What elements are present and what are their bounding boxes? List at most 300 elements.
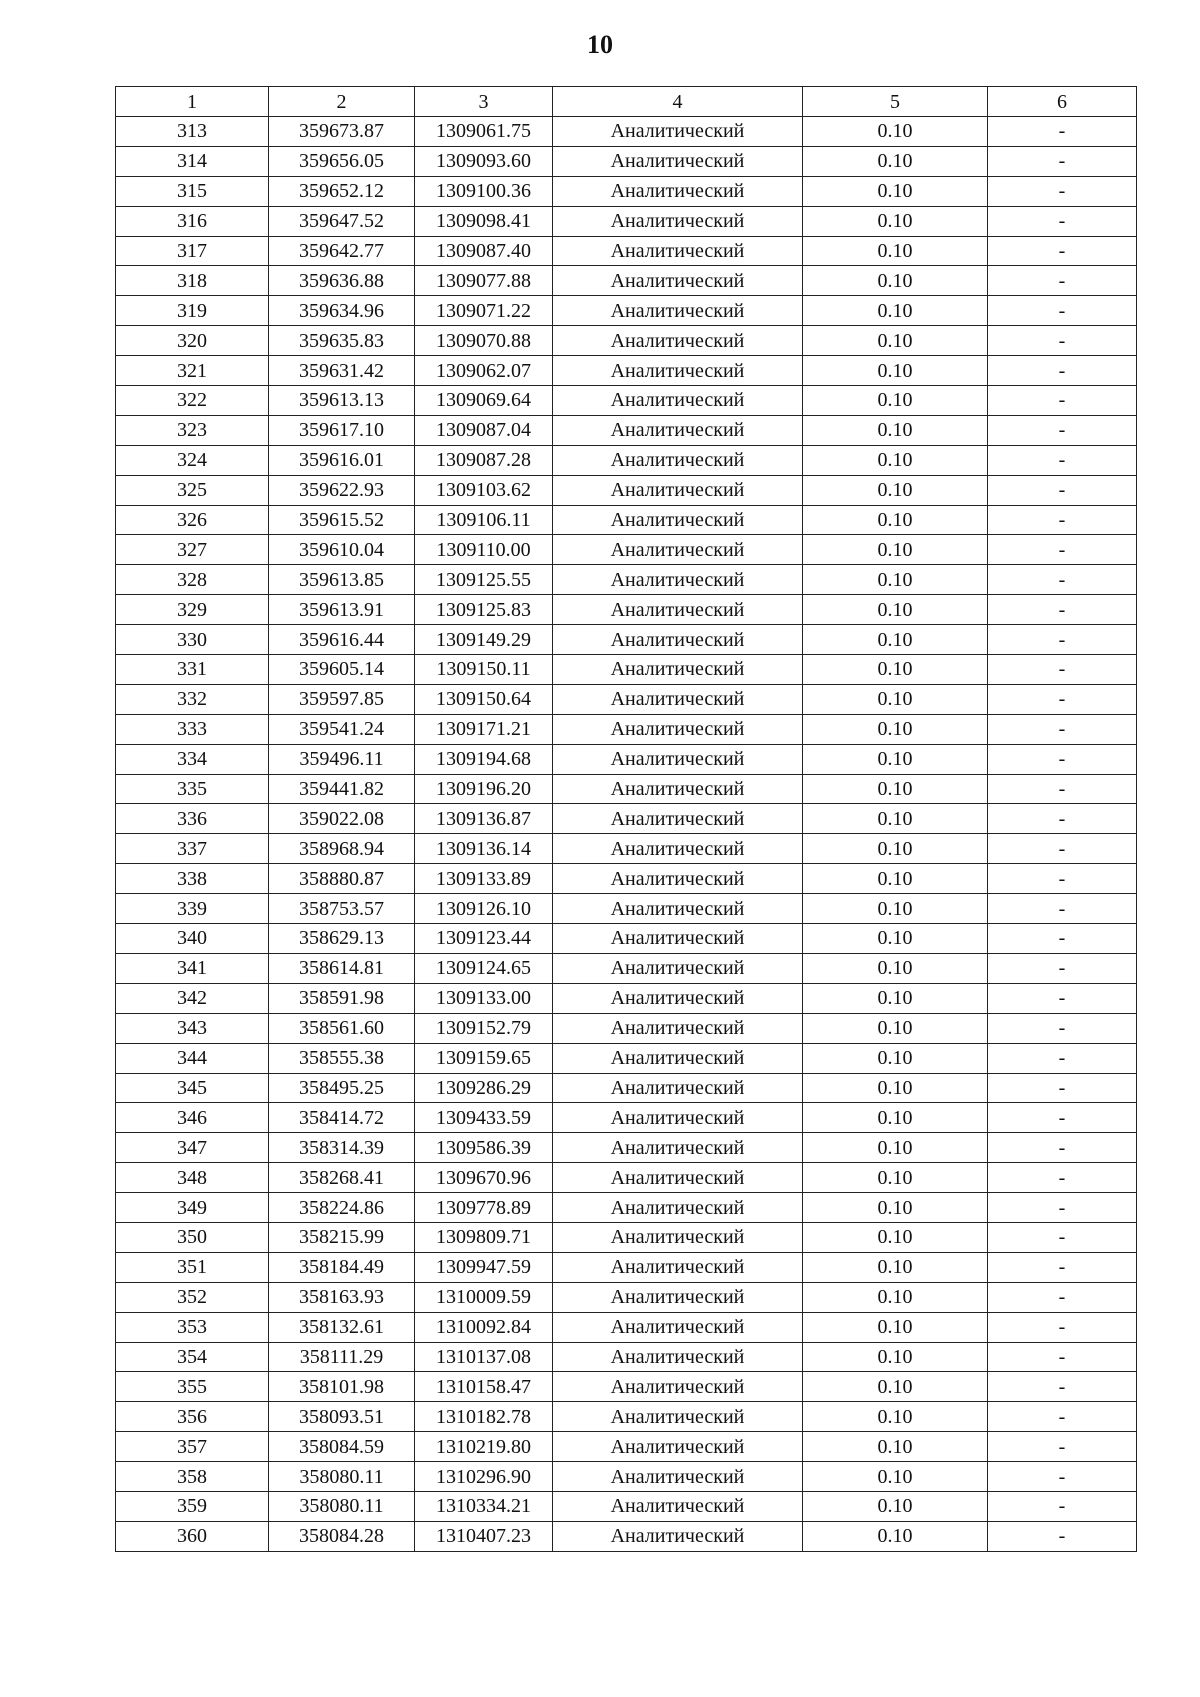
page-number: 10: [587, 30, 613, 59]
table-row: [116, 1222, 1137, 1252]
cell-note: -: [988, 714, 1137, 744]
cell-coord-x: 359496.11: [269, 744, 415, 774]
cell-method: Аналитический: [553, 326, 803, 356]
cell-note: -: [988, 176, 1137, 206]
cell-coord-y: 1309809.71: [415, 1222, 553, 1252]
cell-accuracy: 0.10: [803, 1133, 988, 1163]
cell-method: Аналитический: [553, 475, 803, 505]
cell-note: -: [988, 1013, 1137, 1043]
cell-accuracy: 0.10: [803, 356, 988, 386]
cell-point-number: 328: [116, 565, 269, 595]
cell-coord-y: 1310334.21: [415, 1491, 553, 1521]
table-row: [116, 924, 1137, 954]
cell-coord-y: 1309136.87: [415, 804, 553, 834]
cell-method: Аналитический: [553, 1103, 803, 1133]
cell-method: Аналитический: [553, 1073, 803, 1103]
cell-coord-x: 359613.85: [269, 565, 415, 595]
cell-point-number: 359: [116, 1491, 269, 1521]
cell-point-number: 332: [116, 684, 269, 714]
cell-point-number: 335: [116, 774, 269, 804]
cell-accuracy: 0.10: [803, 535, 988, 565]
cell-method: Аналитический: [553, 1193, 803, 1223]
cell-coord-y: 1310219.80: [415, 1432, 553, 1462]
cell-accuracy: 0.10: [803, 1282, 988, 1312]
cell-coord-x: 359635.83: [269, 326, 415, 356]
cell-point-number: 322: [116, 386, 269, 416]
table-row: [116, 1462, 1137, 1492]
cell-method: Аналитический: [553, 445, 803, 475]
table-row: [116, 1491, 1137, 1521]
cell-coord-x: 358184.49: [269, 1252, 415, 1282]
cell-note: -: [988, 774, 1137, 804]
cell-point-number: 355: [116, 1372, 269, 1402]
cell-coord-y: 1309093.60: [415, 146, 553, 176]
cell-accuracy: 0.10: [803, 1521, 988, 1551]
cell-accuracy: 0.10: [803, 1491, 988, 1521]
table-row: [116, 505, 1137, 535]
cell-method: Аналитический: [553, 1222, 803, 1252]
cell-accuracy: 0.10: [803, 565, 988, 595]
table-row: [116, 1432, 1137, 1462]
cell-point-number: 353: [116, 1312, 269, 1342]
cell-note: -: [988, 1193, 1137, 1223]
cell-note: -: [988, 1432, 1137, 1462]
table-row: [116, 894, 1137, 924]
cell-coord-y: 1309100.36: [415, 176, 553, 206]
table-row: [116, 774, 1137, 804]
cell-point-number: 338: [116, 864, 269, 894]
cell-point-number: 337: [116, 834, 269, 864]
cell-method: Аналитический: [553, 1462, 803, 1492]
cell-coord-y: 1309061.75: [415, 117, 553, 147]
cell-point-number: 342: [116, 983, 269, 1013]
cell-coord-y: 1310407.23: [415, 1521, 553, 1551]
cell-note: -: [988, 864, 1137, 894]
cell-note: -: [988, 266, 1137, 296]
cell-coord-x: 358093.51: [269, 1402, 415, 1432]
cell-coord-x: 358224.86: [269, 1193, 415, 1223]
table-row: [116, 983, 1137, 1013]
cell-method: Аналитический: [553, 356, 803, 386]
cell-note: -: [988, 535, 1137, 565]
table-row: [116, 714, 1137, 744]
cell-note: -: [988, 386, 1137, 416]
cell-accuracy: 0.10: [803, 1103, 988, 1133]
cell-coord-y: 1309077.88: [415, 266, 553, 296]
cell-method: Аналитический: [553, 924, 803, 954]
cell-note: -: [988, 894, 1137, 924]
cell-note: -: [988, 565, 1137, 595]
cell-accuracy: 0.10: [803, 864, 988, 894]
cell-coord-y: 1309103.62: [415, 475, 553, 505]
cell-point-number: 356: [116, 1402, 269, 1432]
table-row: [116, 744, 1137, 774]
table-row: [116, 386, 1137, 416]
cell-coord-y: 1309110.00: [415, 535, 553, 565]
cell-coord-y: 1309071.22: [415, 296, 553, 326]
cell-coord-x: 358561.60: [269, 1013, 415, 1043]
cell-coord-y: 1309124.65: [415, 953, 553, 983]
cell-method: Аналитический: [553, 774, 803, 804]
cell-coord-x: 358084.59: [269, 1432, 415, 1462]
cell-coord-x: 359636.88: [269, 266, 415, 296]
cell-note: -: [988, 1163, 1137, 1193]
cell-accuracy: 0.10: [803, 1342, 988, 1372]
cell-method: Аналитический: [553, 714, 803, 744]
cell-point-number: 326: [116, 505, 269, 535]
cell-point-number: 336: [116, 804, 269, 834]
cell-coord-x: 358268.41: [269, 1163, 415, 1193]
cell-accuracy: 0.10: [803, 1043, 988, 1073]
cell-method: Аналитический: [553, 1432, 803, 1462]
cell-accuracy: 0.10: [803, 475, 988, 505]
cell-accuracy: 0.10: [803, 445, 988, 475]
cell-accuracy: 0.10: [803, 595, 988, 625]
cell-coord-y: 1309286.29: [415, 1073, 553, 1103]
cell-coord-x: 359613.91: [269, 595, 415, 625]
cell-coord-y: 1309098.41: [415, 206, 553, 236]
table-row: [116, 1252, 1137, 1282]
cell-coord-x: 358555.38: [269, 1043, 415, 1073]
cell-method: Аналитический: [553, 983, 803, 1013]
cell-coord-y: 1309171.21: [415, 714, 553, 744]
cell-note: -: [988, 625, 1137, 655]
table-row: [116, 117, 1137, 147]
cell-accuracy: 0.10: [803, 206, 988, 236]
coordinates-table: [115, 86, 1137, 1552]
header-cell-3: 3: [415, 87, 553, 117]
cell-point-number: 344: [116, 1043, 269, 1073]
cell-point-number: 318: [116, 266, 269, 296]
cell-point-number: 346: [116, 1103, 269, 1133]
cell-coord-y: 1309123.44: [415, 924, 553, 954]
header-cell-2: 2: [269, 87, 415, 117]
cell-point-number: 340: [116, 924, 269, 954]
cell-method: Аналитический: [553, 1402, 803, 1432]
cell-point-number: 348: [116, 1163, 269, 1193]
cell-coord-x: 359022.08: [269, 804, 415, 834]
cell-coord-x: 359605.14: [269, 655, 415, 685]
cell-point-number: 354: [116, 1342, 269, 1372]
cell-point-number: 360: [116, 1521, 269, 1551]
cell-coord-x: 359610.04: [269, 535, 415, 565]
cell-coord-x: 358080.11: [269, 1462, 415, 1492]
table-row: [116, 1103, 1137, 1133]
table-row: [116, 176, 1137, 206]
table-body: [116, 117, 1137, 1552]
cell-coord-y: 1309670.96: [415, 1163, 553, 1193]
cell-note: -: [988, 983, 1137, 1013]
cell-coord-x: 359622.93: [269, 475, 415, 505]
cell-coord-x: 358163.93: [269, 1282, 415, 1312]
cell-method: Аналитический: [553, 1372, 803, 1402]
cell-point-number: 327: [116, 535, 269, 565]
cell-accuracy: 0.10: [803, 1073, 988, 1103]
cell-accuracy: 0.10: [803, 117, 988, 147]
cell-coord-x: 358314.39: [269, 1133, 415, 1163]
cell-accuracy: 0.10: [803, 1013, 988, 1043]
table-row: [116, 146, 1137, 176]
cell-accuracy: 0.10: [803, 1462, 988, 1492]
cell-coord-y: 1309125.55: [415, 565, 553, 595]
cell-note: -: [988, 1402, 1137, 1432]
table-row: [116, 356, 1137, 386]
cell-method: Аналитический: [553, 296, 803, 326]
cell-method: Аналитический: [553, 684, 803, 714]
cell-point-number: 339: [116, 894, 269, 924]
cell-coord-x: 359642.77: [269, 236, 415, 266]
cell-method: Аналитический: [553, 1013, 803, 1043]
table-row: [116, 475, 1137, 505]
cell-coord-y: 1310182.78: [415, 1402, 553, 1432]
table-row: [116, 1193, 1137, 1223]
cell-accuracy: 0.10: [803, 714, 988, 744]
cell-coord-y: 1309149.29: [415, 625, 553, 655]
cell-coord-x: 359652.12: [269, 176, 415, 206]
cell-point-number: 313: [116, 117, 269, 147]
cell-coord-x: 358880.87: [269, 864, 415, 894]
cell-note: -: [988, 834, 1137, 864]
cell-accuracy: 0.10: [803, 505, 988, 535]
cell-accuracy: 0.10: [803, 326, 988, 356]
cell-coord-y: 1309125.83: [415, 595, 553, 625]
cell-coord-y: 1309194.68: [415, 744, 553, 774]
cell-method: Аналитический: [553, 266, 803, 296]
cell-coord-y: 1309069.64: [415, 386, 553, 416]
cell-coord-x: 358968.94: [269, 834, 415, 864]
cell-accuracy: 0.10: [803, 1163, 988, 1193]
cell-method: Аналитический: [553, 1312, 803, 1342]
cell-coord-y: 1309070.88: [415, 326, 553, 356]
cell-point-number: 329: [116, 595, 269, 625]
cell-note: -: [988, 206, 1137, 236]
cell-accuracy: 0.10: [803, 953, 988, 983]
table-row: [116, 1372, 1137, 1402]
cell-note: -: [988, 684, 1137, 714]
cell-coord-x: 359631.42: [269, 356, 415, 386]
cell-method: Аналитический: [553, 176, 803, 206]
cell-coord-y: 1310092.84: [415, 1312, 553, 1342]
cell-note: -: [988, 445, 1137, 475]
table-row: [116, 625, 1137, 655]
cell-note: -: [988, 236, 1137, 266]
cell-method: Аналитический: [553, 415, 803, 445]
cell-coord-x: 358591.98: [269, 983, 415, 1013]
table-row: [116, 445, 1137, 475]
cell-coord-y: 1310137.08: [415, 1342, 553, 1372]
cell-note: -: [988, 1372, 1137, 1402]
cell-accuracy: 0.10: [803, 834, 988, 864]
cell-note: -: [988, 117, 1137, 147]
cell-method: Аналитический: [553, 1342, 803, 1372]
cell-method: Аналитический: [553, 206, 803, 236]
cell-point-number: 350: [116, 1222, 269, 1252]
cell-note: -: [988, 1222, 1137, 1252]
cell-coord-y: 1309087.04: [415, 415, 553, 445]
table-row: [116, 266, 1137, 296]
cell-point-number: 320: [116, 326, 269, 356]
cell-accuracy: 0.10: [803, 1222, 988, 1252]
table-row: [116, 1163, 1137, 1193]
table-row: [116, 296, 1137, 326]
cell-point-number: 324: [116, 445, 269, 475]
cell-note: -: [988, 595, 1137, 625]
table-header: [116, 87, 1137, 117]
cell-accuracy: 0.10: [803, 1402, 988, 1432]
cell-accuracy: 0.10: [803, 146, 988, 176]
cell-method: Аналитический: [553, 953, 803, 983]
header-cell-1: 1: [116, 87, 269, 117]
cell-coord-x: 358414.72: [269, 1103, 415, 1133]
cell-note: -: [988, 475, 1137, 505]
table-row: [116, 1013, 1137, 1043]
cell-point-number: 347: [116, 1133, 269, 1163]
cell-note: -: [988, 744, 1137, 774]
header-cell-5: 5: [803, 87, 988, 117]
cell-coord-x: 358753.57: [269, 894, 415, 924]
cell-point-number: 319: [116, 296, 269, 326]
cell-accuracy: 0.10: [803, 296, 988, 326]
cell-accuracy: 0.10: [803, 625, 988, 655]
cell-coord-y: 1309433.59: [415, 1103, 553, 1133]
cell-coord-y: 1309778.89: [415, 1193, 553, 1223]
cell-note: -: [988, 146, 1137, 176]
cell-note: -: [988, 415, 1137, 445]
cell-point-number: 345: [116, 1073, 269, 1103]
cell-note: -: [988, 804, 1137, 834]
cell-method: Аналитический: [553, 744, 803, 774]
cell-coord-y: 1309087.28: [415, 445, 553, 475]
cell-coord-y: 1310296.90: [415, 1462, 553, 1492]
cell-accuracy: 0.10: [803, 415, 988, 445]
cell-method: Аналитический: [553, 1252, 803, 1282]
cell-accuracy: 0.10: [803, 1432, 988, 1462]
cell-coord-y: 1310158.47: [415, 1372, 553, 1402]
cell-coord-y: 1309150.11: [415, 655, 553, 685]
cell-accuracy: 0.10: [803, 236, 988, 266]
cell-coord-x: 359616.01: [269, 445, 415, 475]
cell-coord-x: 359656.05: [269, 146, 415, 176]
header-cell-4: 4: [553, 87, 803, 117]
cell-method: Аналитический: [553, 864, 803, 894]
cell-coord-y: 1309136.14: [415, 834, 553, 864]
cell-point-number: 333: [116, 714, 269, 744]
cell-accuracy: 0.10: [803, 386, 988, 416]
cell-point-number: 334: [116, 744, 269, 774]
cell-method: Аналитический: [553, 1133, 803, 1163]
cell-coord-y: 1309152.79: [415, 1013, 553, 1043]
cell-point-number: 316: [116, 206, 269, 236]
cell-point-number: 357: [116, 1432, 269, 1462]
cell-coord-x: 358084.28: [269, 1521, 415, 1551]
cell-point-number: 331: [116, 655, 269, 685]
cell-note: -: [988, 1073, 1137, 1103]
cell-method: Аналитический: [553, 1491, 803, 1521]
cell-coord-x: 358495.25: [269, 1073, 415, 1103]
cell-note: -: [988, 505, 1137, 535]
cell-coord-x: 359441.82: [269, 774, 415, 804]
cell-method: Аналитический: [553, 505, 803, 535]
cell-coord-y: 1310009.59: [415, 1282, 553, 1312]
table-row: [116, 565, 1137, 595]
cell-note: -: [988, 296, 1137, 326]
cell-coord-x: 359613.13: [269, 386, 415, 416]
table-row: [116, 535, 1137, 565]
cell-accuracy: 0.10: [803, 1252, 988, 1282]
cell-coord-y: 1309133.00: [415, 983, 553, 1013]
cell-method: Аналитический: [553, 1282, 803, 1312]
table-row: [116, 1043, 1137, 1073]
header-cell-6: 6: [988, 87, 1137, 117]
cell-note: -: [988, 1312, 1137, 1342]
table-row: [116, 595, 1137, 625]
cell-method: Аналитический: [553, 1521, 803, 1551]
cell-method: Аналитический: [553, 1163, 803, 1193]
cell-note: -: [988, 1103, 1137, 1133]
cell-accuracy: 0.10: [803, 266, 988, 296]
cell-accuracy: 0.10: [803, 684, 988, 714]
table-row: [116, 1133, 1137, 1163]
cell-coord-y: 1309062.07: [415, 356, 553, 386]
cell-note: -: [988, 1491, 1137, 1521]
cell-point-number: 321: [116, 356, 269, 386]
table-row: [116, 834, 1137, 864]
cell-note: -: [988, 1252, 1137, 1282]
cell-accuracy: 0.10: [803, 1312, 988, 1342]
cell-coord-x: 358629.13: [269, 924, 415, 954]
cell-coord-y: 1309126.10: [415, 894, 553, 924]
cell-coord-x: 359541.24: [269, 714, 415, 744]
cell-coord-x: 359615.52: [269, 505, 415, 535]
cell-accuracy: 0.10: [803, 924, 988, 954]
cell-coord-x: 358215.99: [269, 1222, 415, 1252]
cell-coord-x: 359647.52: [269, 206, 415, 236]
cell-coord-x: 358080.11: [269, 1491, 415, 1521]
table-row: [116, 1342, 1137, 1372]
cell-accuracy: 0.10: [803, 983, 988, 1013]
table-row: [116, 684, 1137, 714]
cell-coord-x: 358132.61: [269, 1312, 415, 1342]
table-row: [116, 864, 1137, 894]
cell-method: Аналитический: [553, 894, 803, 924]
cell-coord-x: 359597.85: [269, 684, 415, 714]
header-row: [116, 87, 1137, 117]
table-row: [116, 953, 1137, 983]
table-row: [116, 326, 1137, 356]
table-row: [116, 236, 1137, 266]
cell-accuracy: 0.10: [803, 804, 988, 834]
cell-note: -: [988, 924, 1137, 954]
cell-accuracy: 0.10: [803, 655, 988, 685]
cell-accuracy: 0.10: [803, 894, 988, 924]
cell-note: -: [988, 326, 1137, 356]
cell-point-number: 330: [116, 625, 269, 655]
cell-point-number: 358: [116, 1462, 269, 1492]
cell-note: -: [988, 1342, 1137, 1372]
cell-point-number: 343: [116, 1013, 269, 1043]
cell-point-number: 351: [116, 1252, 269, 1282]
table-row: [116, 1073, 1137, 1103]
cell-point-number: 315: [116, 176, 269, 206]
table-row: [116, 1402, 1137, 1432]
cell-note: -: [988, 1462, 1137, 1492]
cell-coord-y: 1309947.59: [415, 1252, 553, 1282]
cell-coord-x: 359616.44: [269, 625, 415, 655]
cell-coord-y: 1309133.89: [415, 864, 553, 894]
cell-accuracy: 0.10: [803, 744, 988, 774]
cell-method: Аналитический: [553, 655, 803, 685]
cell-coord-x: 358111.29: [269, 1342, 415, 1372]
